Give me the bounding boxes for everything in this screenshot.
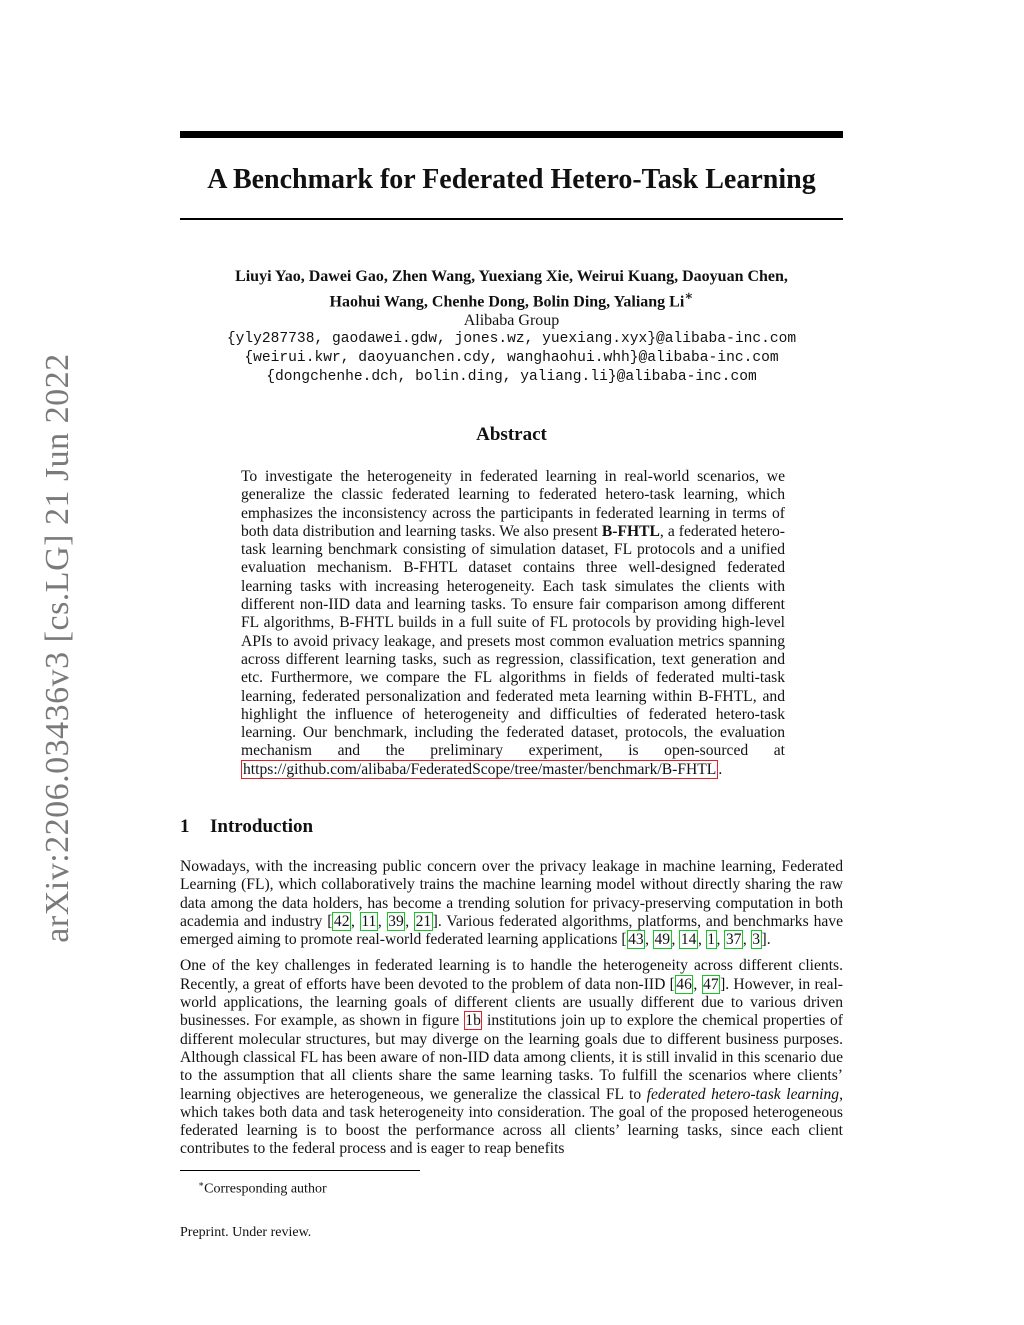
intro-p2-text-3: institutions join up to explore the chemical properties of different molecular structures, but may diverge on the learning goals due to different business purposes. Although classical FL has been aware of non-IID data among clients, it is still invalid in this scenario due to the assumption that all clients share the same learning tasks. To fulfill the scenarios where clients’ learning objectives are heterogeneous, we generalize the classical FL to (180, 1012, 843, 1103)
abstract-heading: Abstract (476, 424, 547, 445)
citation-link[interactable]: 39 (388, 912, 404, 930)
footnote-mark: ∗ (198, 1179, 205, 1189)
paper-title: A Benchmark for Federated Hetero-Task Learning (207, 164, 816, 195)
author-block (180, 267, 843, 387)
figure-reference-link[interactable]: 1b (465, 1012, 481, 1030)
intro-p2-text-2: ]. However, in real-world applications, the learning goals of different clients are usually different due to various driven businesses. For example, as shown in figure (180, 975, 844, 1030)
intro-p2-text-4: , which takes both data and task heterogeneity into consideration. The goal of the proposed heterogeneous federated learning is to boost the performance across all clients’ learning tasks, since each client contributes to the federal process and is eager to reap benefits (180, 1085, 843, 1158)
section-heading-introduction (180, 815, 843, 839)
intro-p1-text-3: ]. (761, 931, 771, 949)
preprint-notice: Preprint. Under review. (180, 1225, 312, 1240)
email-line-1: {yly287738, gaodawei.gdw, jones.wz, yuexiang.xyx}@alibaba-inc.com (226, 331, 797, 348)
citation-link[interactable]: 37 (725, 931, 742, 949)
abstract-text-part-1: To investigate the heterogeneity in federated learning in real-world scenarios, we generalize the classic federated learning to federated hetero-task learning, which emphasizes the inconsistency across the participants in federated learning in terms of both data distribution and learning tasks. We also present (241, 468, 785, 540)
citation-link[interactable]: 21 (415, 912, 432, 930)
citation-link[interactable]: 3 (752, 931, 761, 949)
citation-link[interactable]: 11 (361, 912, 377, 930)
github-link[interactable]: https://github.com/alibaba/FederatedScope/tree/master/benchmark/B-FHTL (243, 760, 717, 778)
abstract-text-part-2: , a federated hetero-task learning benchmark consisting of simulation dataset, FL protocols and a unified evaluation mechanism. B-FHTL dataset contains three well-designed federated learning tasks with increasing heterogeneity. Each task simulates the clients with different non-IID data and learning tasks. To ensure fair comparison among different FL algorithms, B-FHTL builds in a full suite of FL protocols by providing high-level APIs to avoid privacy leakage, and presets most common evaluation metrics spanning across different learning tasks, such as regression, classification, text generation and etc. Furthermore, we compare the FL algorithms in fields of federated multi-task learning, federated personalization and federated meta learning within B-FHTL, and highlight the influence of heterogeneity and difficulties of federated hetero-task learning. Our benchmark, including the federated dataset, protocols, the evaluation mechanism and the preliminary experiment, is open-sourced at (241, 522, 785, 760)
intro-p1-text-1: Nowadays, with the increasing public concern over the privacy leakage in machine learning, Federated Learning (FL), which collaboratively trains the machine learning model without directly sharing the raw data among the data holders, has become a trending solution for privacy-preserving computation in both academia and industry [ (180, 858, 843, 930)
intro-p2-text-1: One of the key challenges in federated learning is to handle the heterogeneity across different clients. Recently, a great of efforts have been devoted to the problem of data non-IID [ (180, 957, 843, 993)
title-bottom-rule (180, 218, 843, 220)
author-names-text: Haohui Wang, Chenhe Dong, Bolin Ding, Yaliang Li (329, 293, 685, 311)
intro-paragraph-1: Nowadays, with the increasing public concern over the privacy leakage in machine learning, Federated Learning (FL), which collaboratively trains the machine learning model without directly sharing the raw data among the data holders, has become a trending solution for privacy-preserving computation in both academia and industry [42, 11, 39, 21]. Various federated algorithms, platforms, and benchmarks have emerged aiming to promote real-world federated learning applications [43, 49, 14, 1, 37, 3]. (180, 858, 844, 949)
footnote-text: Corresponding author (204, 1181, 327, 1197)
benchmark-name: B-FHTL (601, 522, 660, 540)
citation-link[interactable]: 47 (703, 975, 719, 993)
section-number: 1 (180, 816, 190, 837)
citation-link[interactable]: 49 (654, 931, 671, 949)
citation-link[interactable]: 46 (676, 975, 692, 993)
intro-p1-text-2: ]. Various federated algorithms, platforms, and benchmarks have emerged aiming to promote real-world federated learning applications [ (180, 912, 844, 949)
abstract-text (241, 468, 785, 779)
introduction-body (180, 858, 843, 1167)
emphasized-term: federated hetero-task learning (646, 1085, 840, 1103)
arxiv-identifier: arXiv:2206.03436v3 [cs.LG] 21 Jun 2022 (39, 353, 76, 943)
title-top-rule (180, 131, 843, 138)
citation-link[interactable]: 14 (680, 931, 697, 949)
corresponding-author-mark: ∗ (684, 288, 694, 303)
citation-link[interactable]: 1 (707, 931, 716, 949)
affiliation: Alibaba Group (463, 312, 560, 330)
abstract-end: . (718, 760, 723, 778)
email-line-3: {dongchenhe.dch, bolin.ding, yaliang.li}@alibaba-inc.com (266, 369, 757, 386)
email-line-2: {weirui.kwr, daoyuanchen.cdy, wanghaohui.whh}@alibaba-inc.com (244, 350, 779, 367)
citation-link[interactable]: 42 (333, 912, 350, 930)
footnote-rule (180, 1170, 420, 1171)
footnote (198, 1175, 327, 1199)
author-names-line-2 (180, 286, 843, 311)
author-names-line-1: Liuyi Yao, Dawei Gao, Zhen Wang, Yuexiang Xie, Weirui Kuang, Daoyuan Chen, (235, 268, 788, 285)
citation-link[interactable]: 43 (628, 931, 644, 949)
intro-paragraph-2: One of the key challenges in federated learning is to handle the heterogeneity across different clients. Recently, a great of efforts have been devoted to the problem of data non-IID [46, 47]. However, in real-world applications, the learning goals of different clients are usually different due to various driven businesses. For example, as shown in figure 1b institutions join up to explore the chemical properties of different molecular structures, but may diverge on the learning goals due to different business purposes. Although classical FL has been aware of non-IID data among clients, it is still invalid in this scenario due to the assumption that all clients share the same learning tasks. To fulfill the scenarios where clients’ learning objectives are heterogeneous, we generalize the classical FL to federated hetero-task learning, which takes both data and task heterogeneity into consideration. The goal of the proposed heterogeneous federated learning is to boost the performance across all clients’ learning tasks, since each client contributes to the federal process and is eager to reap benefits (180, 957, 844, 1158)
section-title: Introduction (210, 816, 314, 837)
